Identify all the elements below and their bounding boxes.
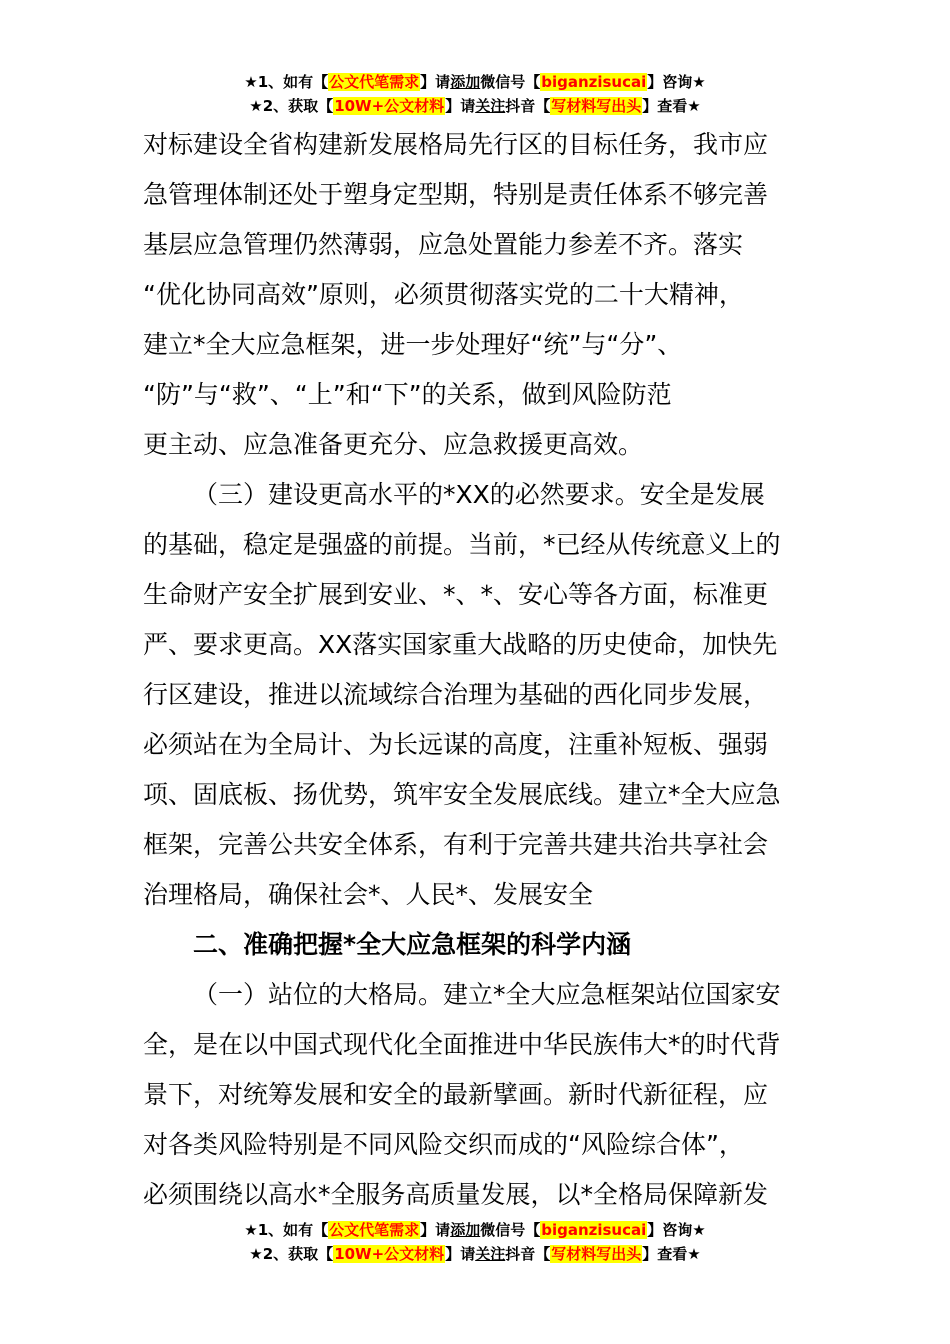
highlight-materials: 10W+公文材料 [334, 97, 445, 115]
highlight-materials: 10W+公文材料 [334, 1245, 445, 1263]
highlight-wechat-id: biganzisucai [541, 73, 647, 91]
promo-banner-top [0, 70, 950, 118]
document-body [143, 120, 811, 1220]
banner-line-1: ★1、如有【公文代笔需求】请添加微信号【biganzisucai】咨询★ [244, 73, 706, 91]
paragraph-2: （三）建设更高水平的*XX的必然要求。安全是发展 的基础，稳定是强盛的前提。当前，*已经从传统意义上的 生命财产安全扩展到安业、*、*、安心等各方面，标准更 严、要求更高。XX落实国家重大战略的历史使命，加快先 行区建设，推进以流域综合治理为基础的西化同步发展， 必须站在为全局计、为长远谋的高度，注重补短板、强弱 项、固底板、扬优势，筑牢安全发展底线。建立*全大应急 框架，完善公共安全体系，有利于完善共建共治共享社会 治理格局，确保社会*、人民*、发展安全 [143, 480, 781, 909]
highlight-douyin: 写材料写出头 [551, 1245, 642, 1263]
paragraph-3: （一）站位的大格局。建立*全大应急框架站位国家安 全，是在以中国式现代化全面推进中华民族伟大*的时代背 景下，对统筹发展和安全的最新擘画。新时代新征程，应 对各类风险特别是不同风险交织而成的“风险综合体”， 必须围绕以高水*全服务高质量发展，以*全格局保障新发 [143, 980, 781, 1209]
banner-line-2: ★2、获取【10W+公文材料】请关注抖音【写材料写出头】查看★ [249, 1245, 701, 1263]
highlight-douyin: 写材料写出头 [551, 97, 642, 115]
highlight-wechat-id: biganzisucai [541, 1221, 647, 1239]
promo-banner-bottom [0, 1218, 950, 1266]
banner-line-1: ★1、如有【公文代笔需求】请添加微信号【biganzisucai】咨询★ [244, 1221, 706, 1239]
banner-line-2: ★2、获取【10W+公文材料】请关注抖音【写材料写出头】查看★ [249, 97, 701, 115]
section-heading: 二、准确把握*全大应急框架的科学内涵 [193, 930, 632, 959]
highlight-service: 公文代笔需求 [329, 1221, 420, 1239]
paragraph-1: 对标建设全省构建新发展格局先行区的目标任务，我市应 急管理体制还处于塑身定型期，特别是责任体系不够完善 基层应急管理仍然薄弱，应急处置能力参差不齐。落实 “优化协同高效”原则，必须贯彻落实党的二十大精神， 建立*全大应急框架，进一步处理好“统”与“分”、 “防”与“救”、“上”和“下”的关系，做到风险防范 更主动、应急准备更充分、应急救援更高效。 [143, 130, 769, 459]
highlight-service: 公文代笔需求 [329, 73, 420, 91]
